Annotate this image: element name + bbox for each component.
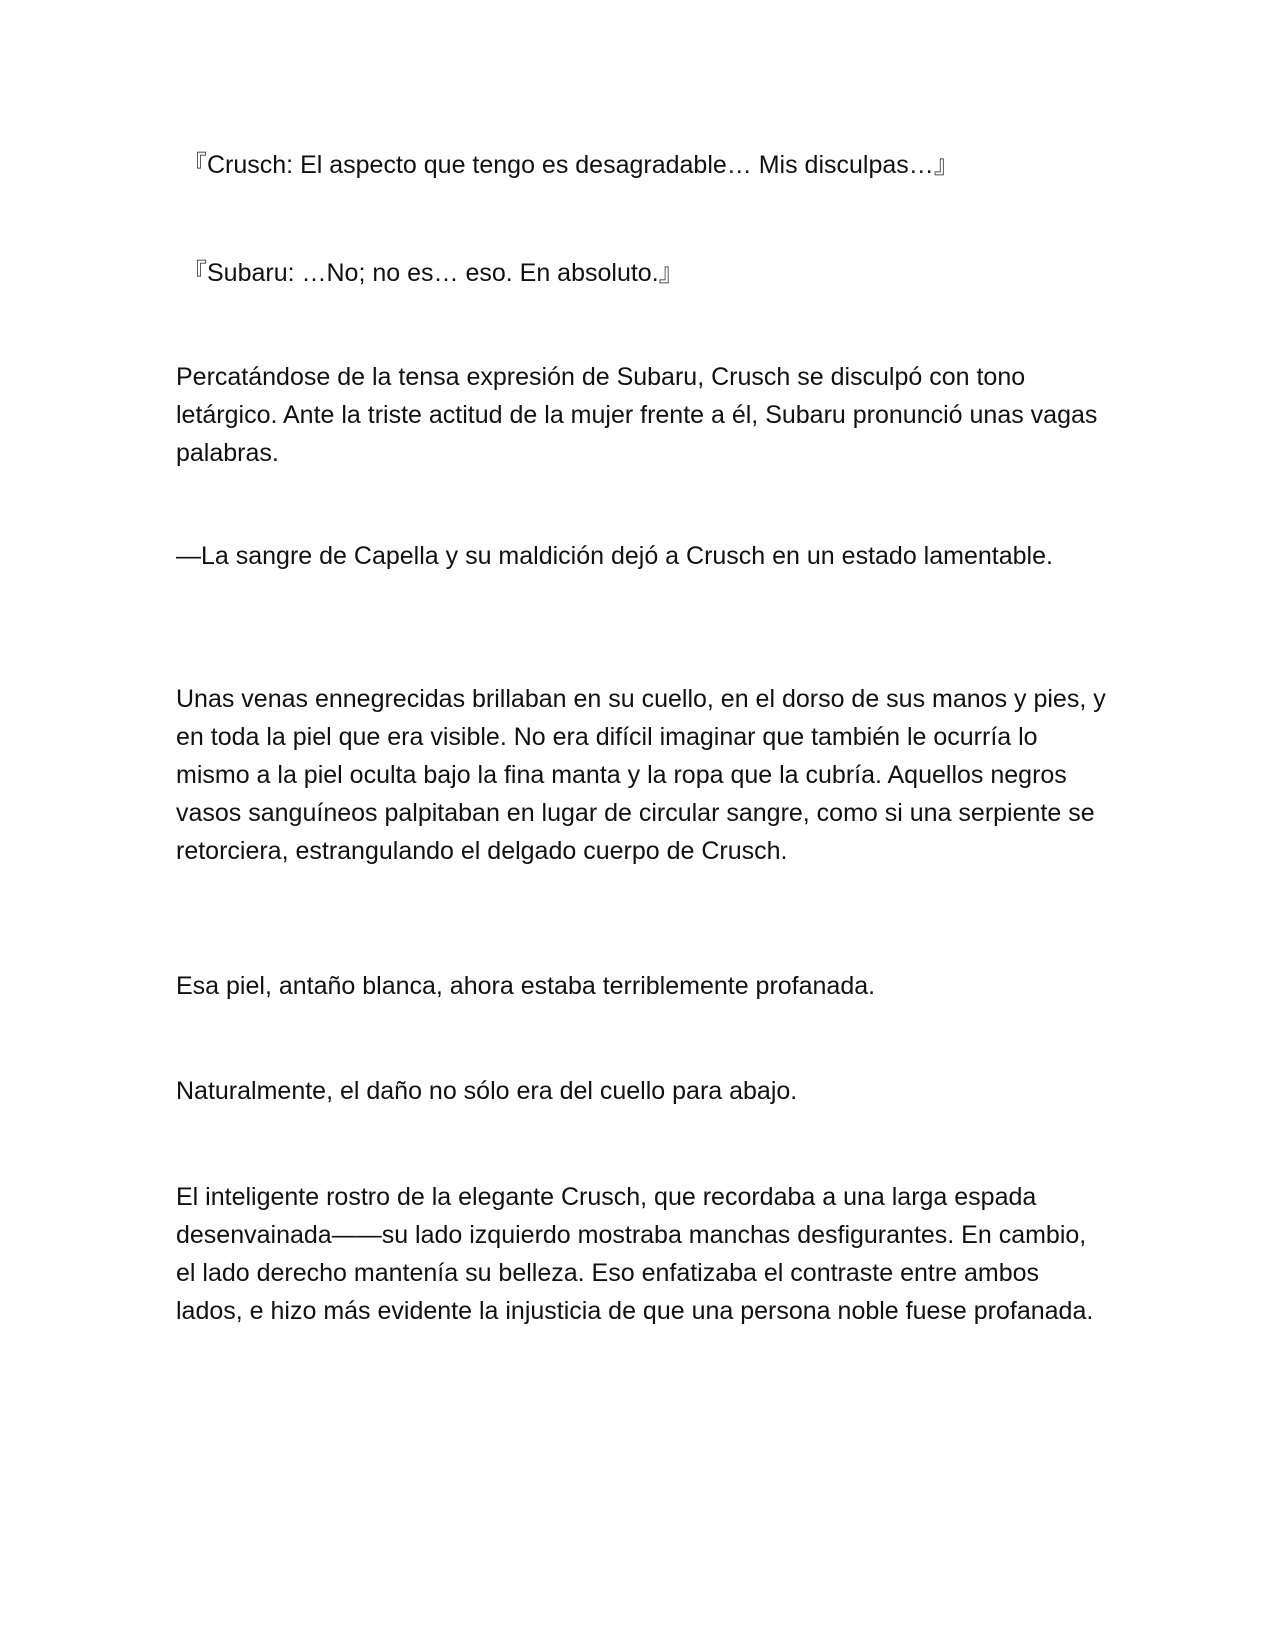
paragraph-damage: Naturalmente, el daño no sólo era del cuello para abajo.: [176, 1077, 798, 1105]
paragraph-white-skin: Esa piel, antaño blanca, ahora estaba terriblemente profanada.: [176, 972, 876, 1000]
paragraph-black-veins: Unas venas ennegrecidas brillaban en su cuello, en el dorso de sus manos y pies, y en toda la piel que era visible. No era difícil imaginar que también le ocurría lo mismo a la piel oculta bajo la fina manta y la ropa que la cubría. Aquellos negros vasos sanguíneos palpitaban en lugar de circular sangre, como si una serpiente se retorciera, estrangulando el delgado cuerpo de Crusch.: [176, 685, 1106, 865]
paragraph-subaru-expression: Percatándose de la tensa expresión de Subaru, Crusch se disculpó con tono letárgico. Ante la triste actitud de la mujer frente a él, Subaru pronunció unas vagas palabras.: [176, 363, 1098, 467]
dialogue-subaru: 『Subaru: …No; no es… eso. En absoluto.』: [182, 259, 684, 287]
dialogue-crusch: 『Crusch: El aspecto que tengo es desagradable… Mis disculpas…』: [182, 151, 959, 179]
paragraph-face: El inteligente rostro de la elegante Crusch, que recordaba a una larga espada desenvainada——su lado izquierdo mostraba manchas desfigurantes. En cambio, el lado derecho mantenía su belleza. Eso enfatizaba el contraste entre ambos lados, e hizo más evidente la injusticia de que una persona noble fuese profanada.: [176, 1183, 1094, 1325]
paragraph-capella-blood: —La sangre de Capella y su maldición dejó a Crusch en un estado lamentable.: [176, 542, 1053, 570]
